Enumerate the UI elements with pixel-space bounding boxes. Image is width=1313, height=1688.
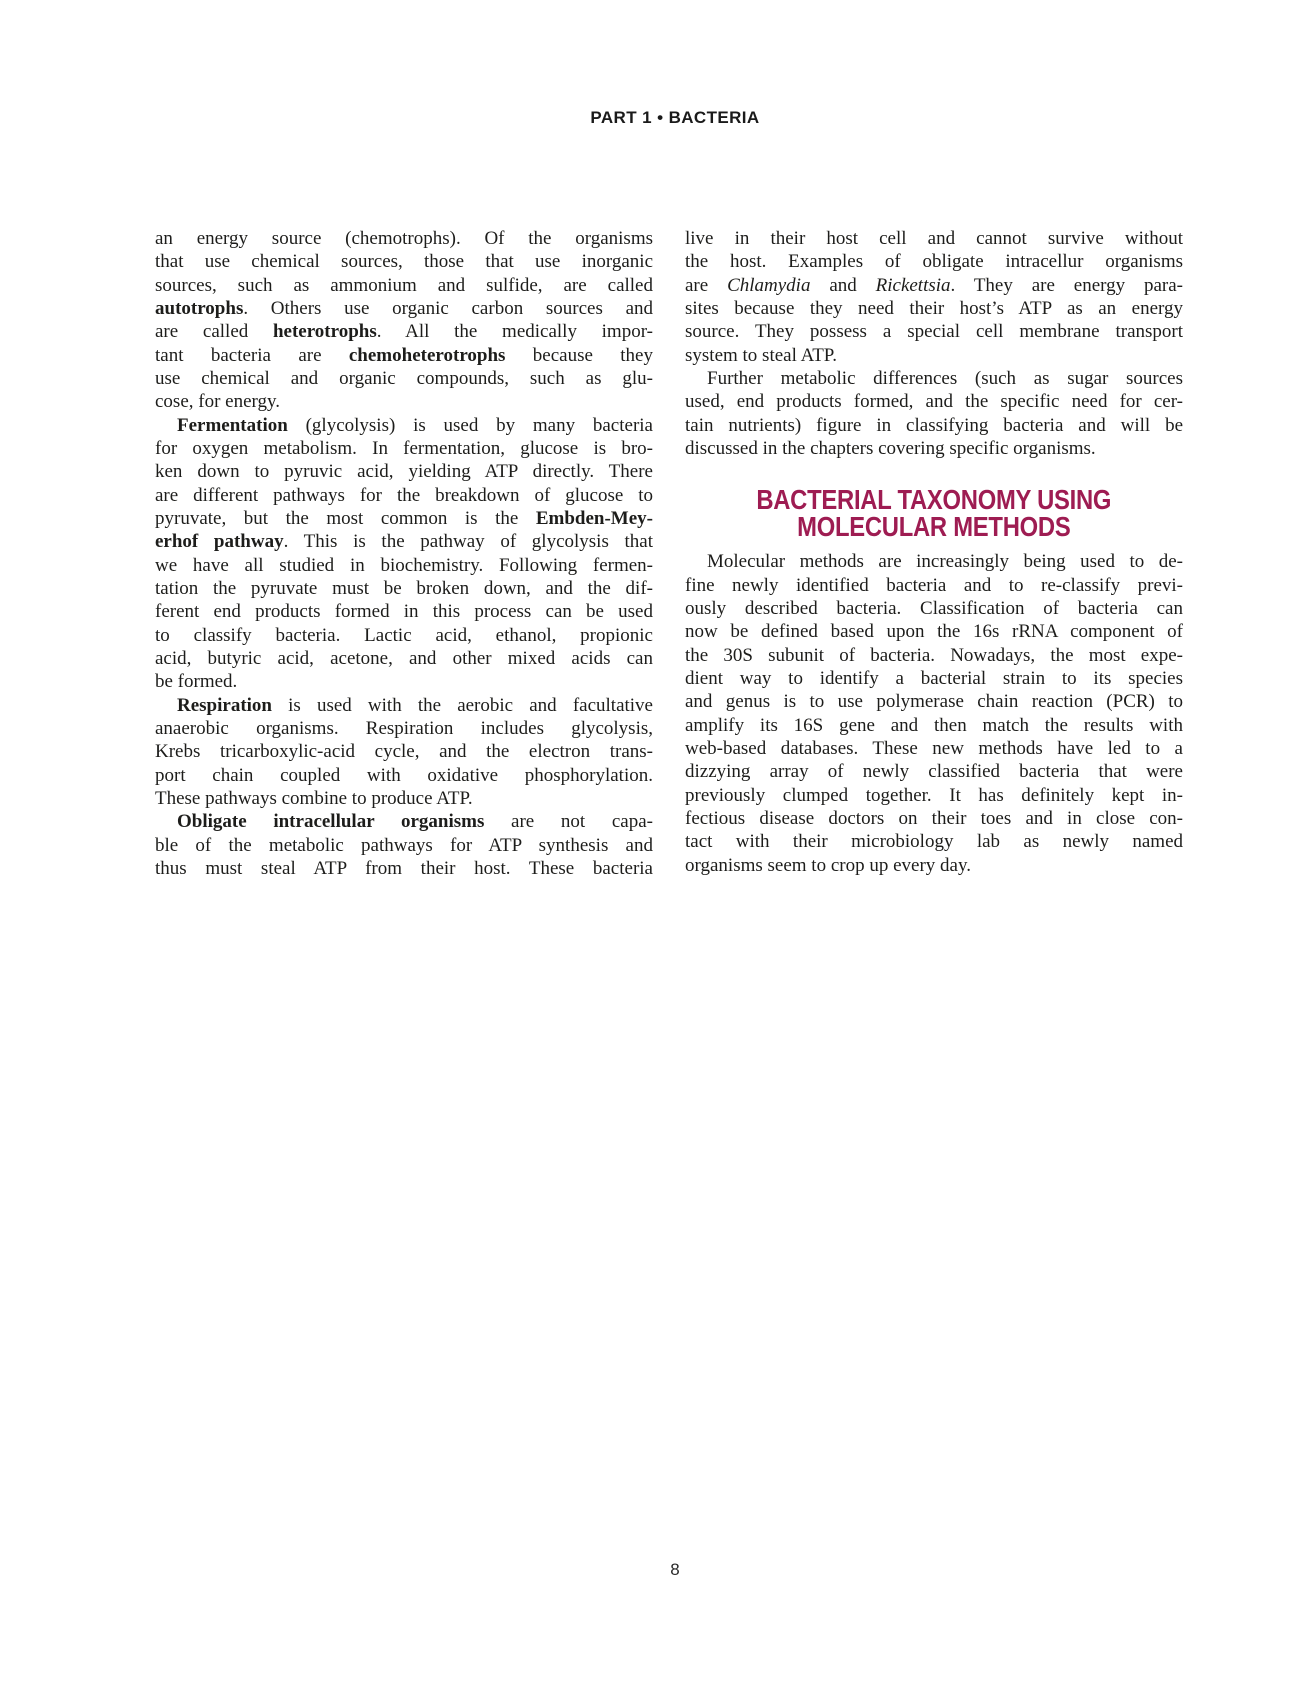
text-line: Respiration is used with the aerobic and facultative: [177, 694, 653, 716]
paragraph: [685, 550, 1183, 877]
text-block: [155, 227, 1183, 880]
text-line: amplify its 16S gene and then match the results with: [685, 714, 1183, 736]
text-line: for oxygen metabolism. In fermentation, glucose is bro-: [155, 437, 653, 459]
text-line: Molecular methods are increasingly being used to de-: [707, 551, 1183, 573]
text-line: system to steal ATP.: [685, 344, 838, 366]
text-line: the host. Examples of obligate intracellur organisms: [685, 251, 1183, 273]
text-line: These pathways combine to produce ATP.: [155, 787, 473, 809]
text-line: live in their host cell and cannot survive without: [685, 228, 1183, 249]
text-line: we have all studied in biochemistry. Following fermen-: [155, 554, 653, 576]
text-line: erhof pathway. This is the pathway of glycolysis that: [155, 531, 654, 553]
text-line: previously clumped together. It has definitely kept in-: [685, 784, 1183, 806]
page-number: 8: [670, 1560, 680, 1579]
text-line: tain nutrients) figure in classifying bacteria and will be: [685, 414, 1183, 436]
text-line: tation the pyruvate must be broken down, and the dif-: [155, 577, 653, 599]
text-line: to classify bacteria. Lactic acid, ethanol, propionic: [155, 624, 653, 646]
text-line: sources, such as ammonium and sulfide, are called: [155, 274, 653, 296]
text-line: dizzying array of newly classified bacteria that were: [685, 761, 1183, 783]
text-line: ferent end products formed in this process can be used: [155, 601, 653, 623]
text-line: used, end products formed, and the specific need for cer-: [685, 391, 1183, 413]
text-line: source. They possess a special cell membrane transport: [685, 321, 1183, 343]
text-line: the 30S subunit of bacteria. Nowadays, the most expe-: [685, 644, 1183, 666]
text-line: organisms seem to crop up every day.: [685, 854, 971, 876]
column-left: [155, 227, 653, 880]
text-line: tact with their microbiology lab as newly named: [685, 831, 1183, 853]
text-line: are called heterotrophs. All the medically impor-: [155, 321, 653, 343]
text-line: web-based databases. These new methods have led to a: [685, 737, 1183, 759]
text-line: an energy source (chemotrophs). Of the organisms: [155, 228, 653, 249]
text-line: that use chemical sources, those that use inorganic: [155, 251, 653, 273]
text-line: acid, butyric acid, acetone, and other mixed acids can: [155, 647, 653, 669]
text-line: and genus is to use polymerase chain reaction (PCR) to: [685, 691, 1183, 713]
text-line: anaerobic organisms. Respiration includes glycolysis,: [155, 717, 653, 739]
text-line: are different pathways for the breakdown of glucose to: [155, 484, 653, 506]
text-line: sites because they need their host’s ATP as an energy: [685, 297, 1183, 319]
text-line: pyruvate, but the most common is the Embden-Mey-: [155, 507, 653, 529]
text-line: Obligate intracellular organisms are not capa-: [177, 811, 653, 833]
running-head: PART 1 • BACTERIA: [590, 108, 760, 127]
section-heading-line: MOLECULAR METHODS: [797, 511, 1071, 543]
paragraph: [685, 367, 1183, 460]
paragraph: [155, 414, 653, 694]
text-line: fine newly identified bacteria and to re-classify previ-: [685, 574, 1183, 596]
text-line: now be defined based upon the 16s rRNA component of: [685, 621, 1183, 643]
text-line: thus must steal ATP from their host. These bacteria: [155, 857, 653, 879]
text-line: discussed in the chapters covering specific organisms.: [685, 437, 1096, 459]
text-line: ble of the metabolic pathways for ATP synthesis and: [155, 834, 653, 856]
column-right: [685, 227, 1183, 880]
text-line: tant bacteria are chemoheterotrophs because they: [155, 344, 653, 366]
text-line: be formed.: [155, 671, 238, 693]
paragraph: [155, 227, 653, 414]
paragraph: [155, 810, 653, 880]
text-line: dient way to identify a bacterial strain to its species: [685, 667, 1183, 689]
text-line: fectious disease doctors on their toes and in close con-: [685, 807, 1183, 829]
paragraph: [155, 694, 653, 811]
paragraph: [685, 227, 1183, 367]
text-line: cose, for energy.: [155, 391, 281, 413]
section-heading-line: BACTERIAL TAXONOMY USING: [756, 484, 1112, 516]
section-heading: [685, 484, 1183, 543]
text-line: are Chlamydia and Rickettsia. They are energy para-: [685, 274, 1184, 296]
text-line: ken down to pyruvic acid, yielding ATP directly. There: [155, 461, 653, 483]
text-line: Fermentation (glycolysis) is used by many bacteria: [177, 414, 653, 436]
text-line: Krebs tricarboxylic-acid cycle, and the electron trans-: [155, 741, 653, 763]
text-line: Further metabolic differences (such as sugar sources: [707, 367, 1183, 389]
text-line: autotrophs. Others use organic carbon sources and: [155, 297, 653, 319]
text-line: use chemical and organic compounds, such as glu-: [155, 367, 653, 389]
text-line: port chain coupled with oxidative phosphorylation.: [155, 764, 653, 786]
text-line: ously described bacteria. Classification of bacteria can: [685, 597, 1183, 619]
